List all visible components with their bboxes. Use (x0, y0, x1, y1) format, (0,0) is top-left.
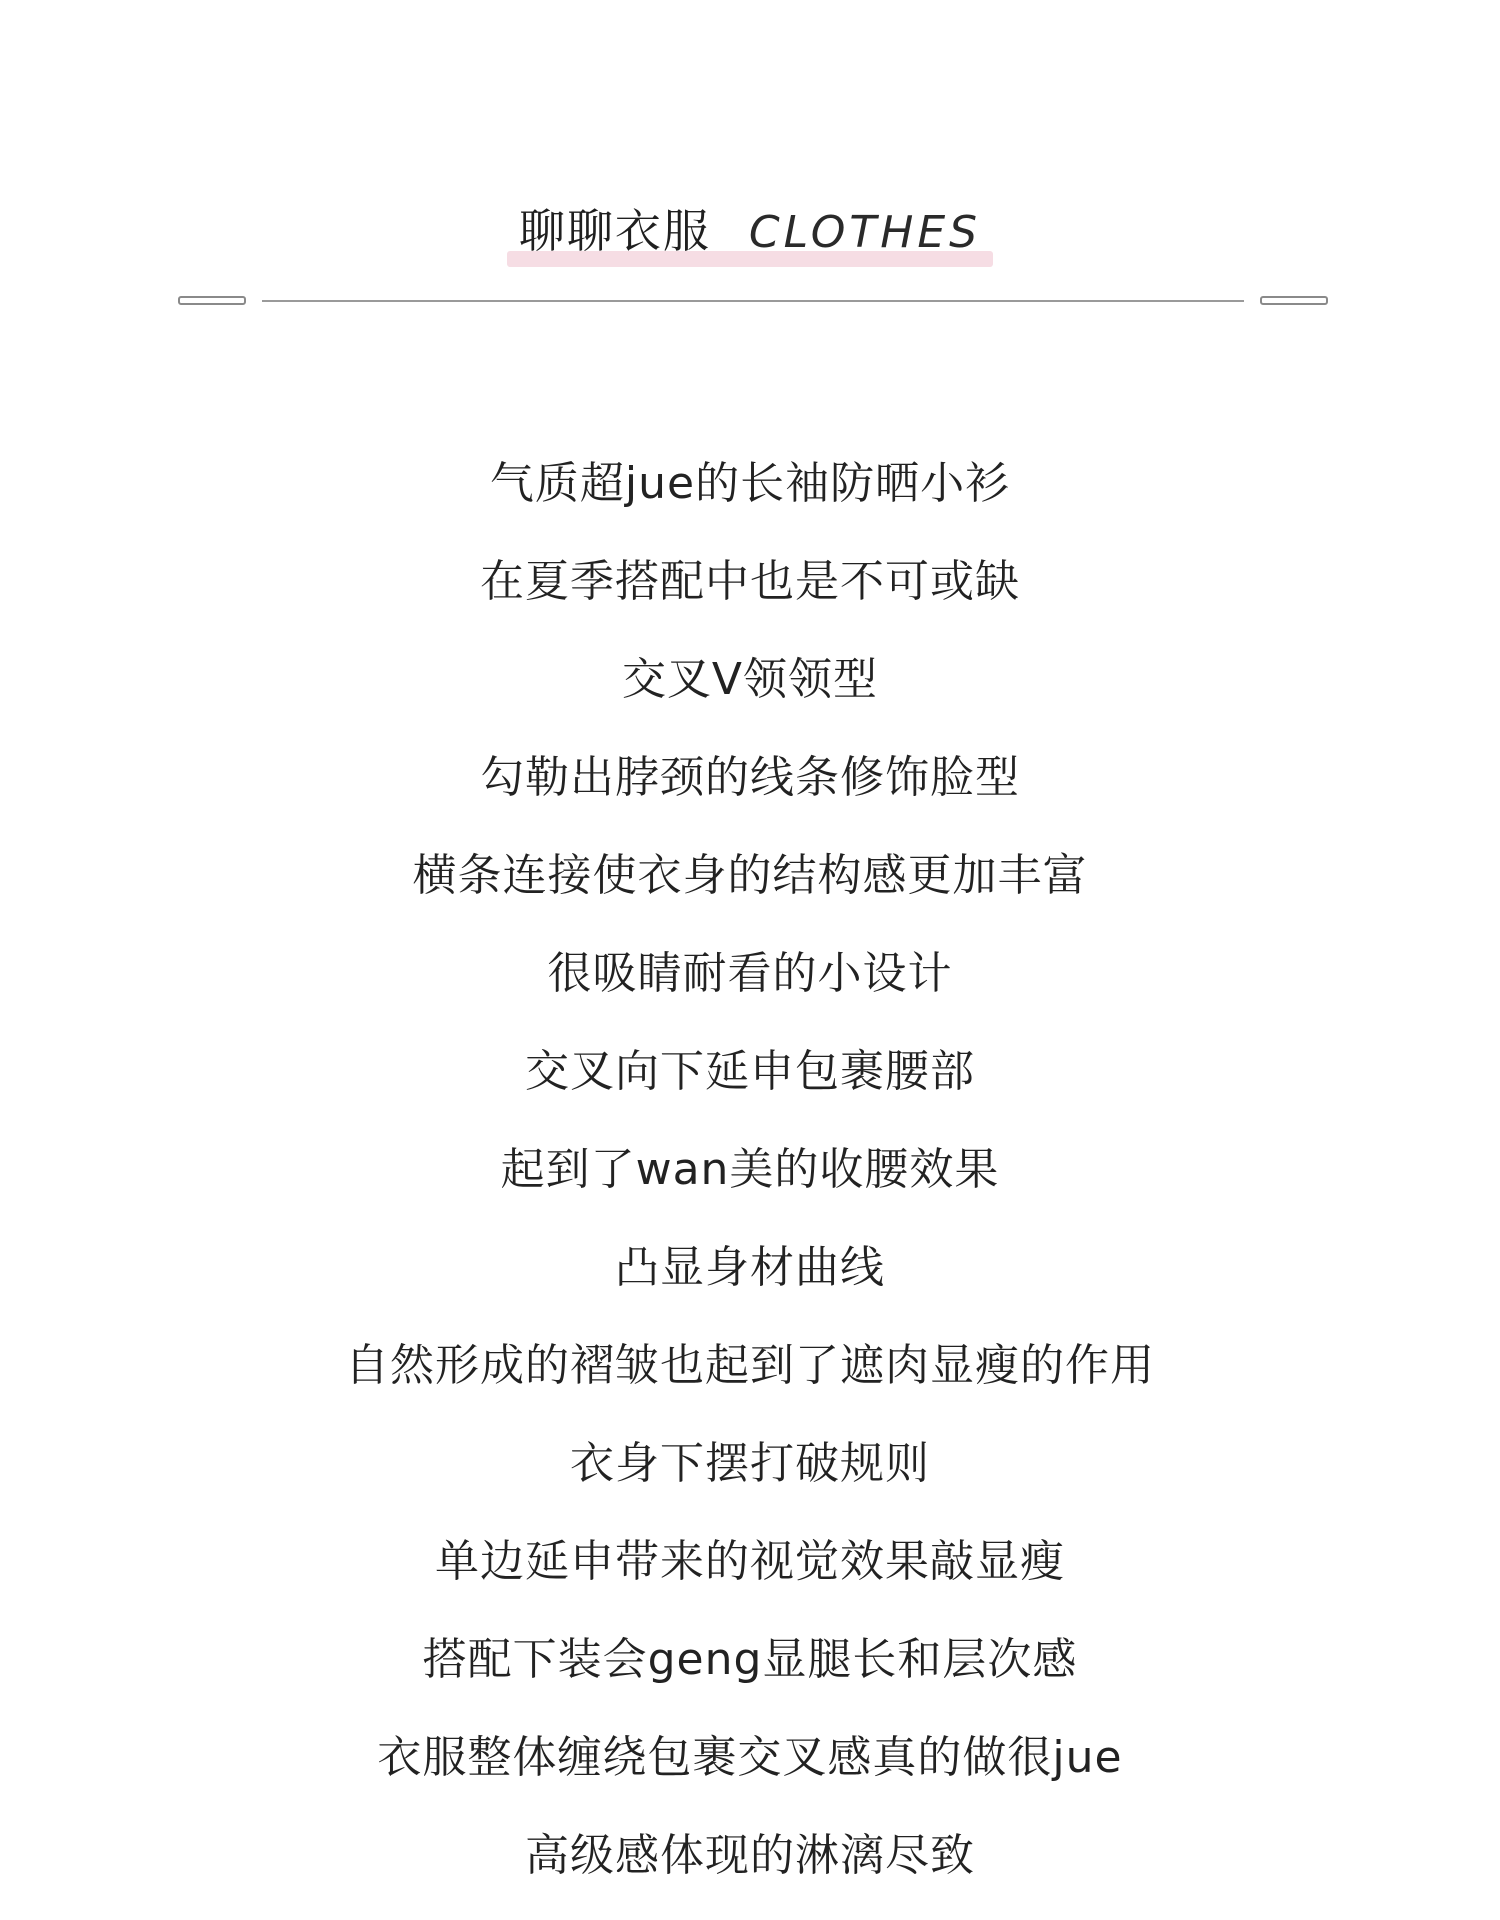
description-line: 衣服整体缠绕包裹交叉感真的做很jue (377, 1732, 1123, 1783)
description-line: 自然形成的褶皱也起到了遮肉显瘦的作用 (345, 1340, 1155, 1391)
description-line: 凸显身材曲线 (615, 1242, 885, 1293)
description-line: 气质超jue的长袖防晒小衫 (489, 458, 1011, 509)
description-line: 横条连接使衣身的结构感更加丰富 (412, 850, 1088, 901)
description-line: 高级感体现的淋漓尽致 (525, 1830, 975, 1881)
section-header (0, 195, 1500, 261)
title-chinese: 聊聊衣服 (518, 204, 711, 258)
divider-left-cap (178, 296, 246, 305)
section-title (507, 195, 993, 261)
description-line: 勾勒出脖颈的线条修饰脸型 (480, 752, 1020, 803)
divider-right-cap (1260, 296, 1328, 305)
description-line: 衣身下摆打破规则 (570, 1438, 930, 1489)
description-lines (0, 447, 1500, 1917)
description-line: 很吸睛耐看的小设计 (547, 948, 953, 999)
description-line: 单边延申带来的视觉效果敲显瘦 (435, 1536, 1065, 1587)
section-divider (178, 296, 1328, 310)
divider-line (262, 300, 1244, 302)
description-line: 交叉向下延申包裹腰部 (525, 1046, 975, 1097)
description-line: 在夏季搭配中也是不可或缺 (480, 556, 1020, 607)
description-line: 交叉V领领型 (621, 654, 879, 705)
title-english: CLOTHES (748, 207, 982, 258)
description-line: 搭配下装会geng显腿长和层次感 (422, 1634, 1078, 1685)
description-line: 起到了wan美的收腰效果 (500, 1144, 1000, 1195)
